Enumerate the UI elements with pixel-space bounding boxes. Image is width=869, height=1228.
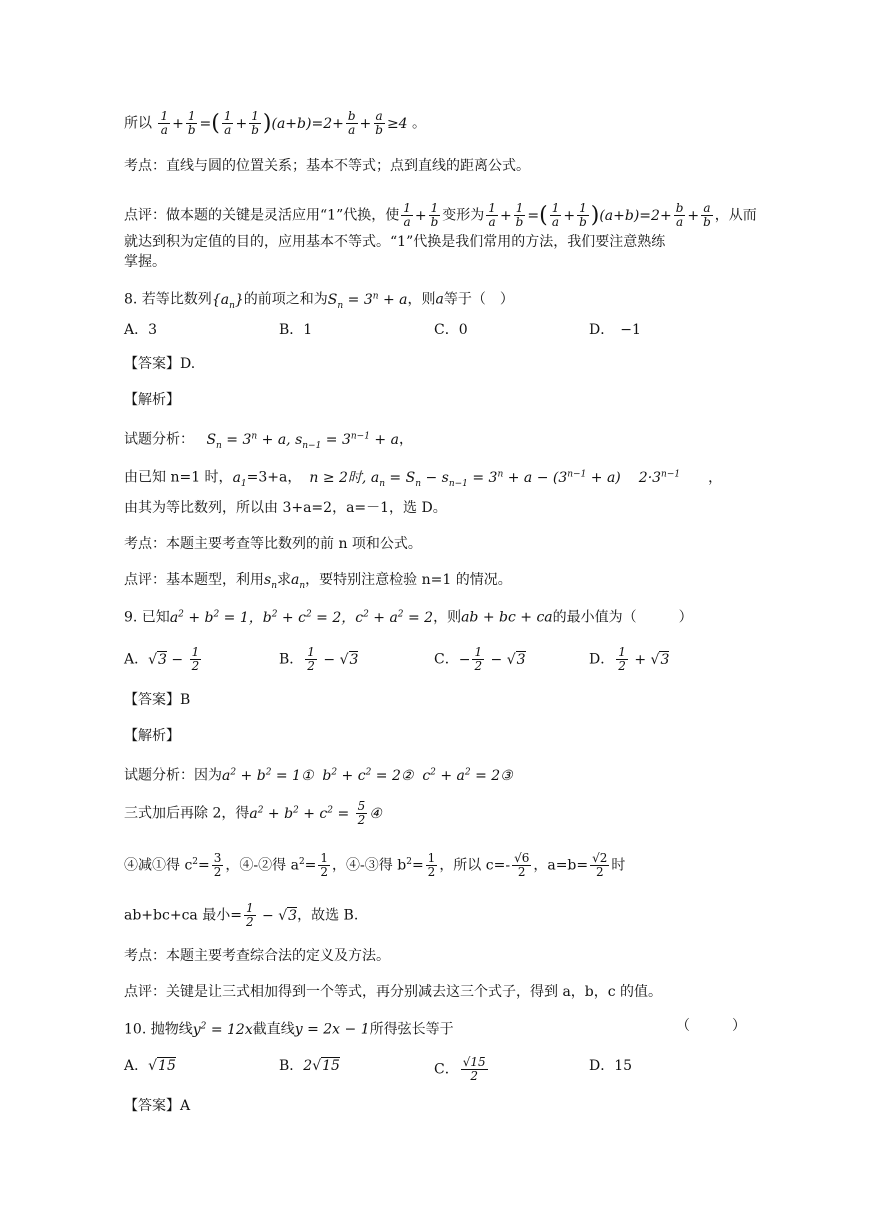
question-10 (124, 1016, 454, 1040)
dianping-line: 点评：关键是让三式相加得到一个等式，再分别减去这三个式子，得到 a，b，c 的值。 (124, 984, 663, 1000)
text: ，故选 B. (297, 907, 359, 924)
text: 由已知 n=1 时， (124, 469, 233, 486)
question-9 (124, 604, 693, 628)
text: −1 (620, 322, 641, 338)
text: D． (589, 651, 615, 668)
option-a (124, 1056, 176, 1076)
formula: $\frac{1}{2}$ − √3 (307, 645, 359, 673)
text: 。 (412, 115, 427, 132)
formula: $S_n = 3^n + a$ (327, 291, 408, 311)
text: ，要特别注意检验 n=1 的情况。 (305, 572, 512, 588)
formula: $\frac{1}{2}$ + √3 (618, 645, 670, 673)
analysis-label: 【解析】 (124, 392, 180, 408)
text: A． (124, 651, 149, 668)
option-a (124, 646, 203, 673)
formula: $y^2 = 12x$ (192, 1021, 253, 1038)
formula: √15 (148, 1058, 176, 1074)
formula: $a^2 + b^2 = 1$，$b^2 + c^2 = 2$，$c^2 + a^2 = 2$ (169, 609, 434, 626)
text: ，则 (433, 609, 462, 626)
text: ④减①得 c (124, 857, 193, 874)
text: ，④-③得 b (332, 857, 407, 874)
text: 点评：基本题型，利用 (124, 572, 264, 588)
analysis-line: ④减①得 $c^2=$ $\frac{3}{2}$ ，④-②得 $a^2=$ $\frac{1}{2}$ ，④-③得 $b^2=$ $\frac{1}{2}$ ，所以 c=- $\frac{√6}{2}$ ，a=b= $\frac{√2}{2}$ 时 (124, 851, 626, 880)
text: 10. 抛物线 (124, 1021, 193, 1038)
text: 9. 已知 (124, 609, 170, 626)
formula: $a^2 + b^2$ = 1① $b^2 + c^2$ = 2② $c^2 + a^2$ = 2③ (222, 767, 513, 784)
text: 所以 (124, 115, 152, 132)
analysis-line (124, 800, 382, 827)
proof-conclusion-line (124, 110, 426, 137)
text: 三式加后再除 2，得 (124, 805, 250, 822)
text: ，a=b= (533, 857, 589, 874)
text: 的最小值为（ ） (552, 609, 693, 626)
formula: a (435, 291, 444, 308)
kaodian-line: 考点：本题主要考查综合法的定义及方法。 (124, 948, 390, 964)
text: ，④-②得 a (225, 857, 299, 874)
formula: $\frac{1}{2}$ − √3 (245, 901, 298, 929)
option-b (279, 646, 358, 673)
option-b (279, 1056, 340, 1076)
formula: $\{a_n\}$ (211, 291, 244, 311)
text: C． (434, 1061, 459, 1078)
formula: $\frac{1}{a}$ + $\frac{1}{b}$ =( $\frac{1}{a}$ + $\frac{1}{b}$ )(a+b)=2+ $\frac{b}{a}$ + $\frac{a}{b}$ ≥4 (160, 109, 413, 137)
analysis-line: 由其为等比数列，所以由 3+a=2，a=－1，选 D。 (124, 500, 447, 516)
kaodian-line: 考点：直线与圆的位置关系；基本不等式；点到直线的距离公式。 (124, 158, 530, 174)
question-8 (124, 286, 514, 315)
text: 求 (276, 572, 291, 588)
option-c (434, 1056, 490, 1083)
text: 所得弦长等于 (369, 1021, 454, 1038)
text: ，从而 (714, 207, 757, 224)
text: 8. 若等比数列 (124, 291, 212, 308)
dianping-line (124, 202, 757, 229)
option-b: B．1 (279, 322, 313, 338)
answer: 【答案】B (124, 692, 191, 708)
formula: $\frac{1}{a}$ + $\frac{1}{b}$ (403, 201, 439, 229)
text: 的前项之和为 (243, 291, 328, 308)
text: ，则 (407, 291, 436, 308)
text: B． (279, 651, 304, 668)
text: A． (124, 1058, 149, 1074)
formula: 2√15 (303, 1058, 340, 1074)
text: 试题分析：因为 (124, 767, 222, 784)
option-c: C．0 (434, 322, 468, 338)
answer: 【答案】D. (124, 356, 196, 372)
text: 点评：做本题的关键是灵活应用“1”代换，使 (124, 207, 400, 224)
text: 试题分析： (124, 431, 194, 448)
option-c (434, 646, 526, 673)
formula: ab + bc + ca (461, 609, 553, 626)
option-d: D．15 (589, 1058, 633, 1074)
text: ，所以 c=- (439, 857, 511, 874)
answer: 【答案】A (124, 1098, 191, 1114)
formula: $2\cdot 3^{n-1}$ (638, 469, 681, 486)
analysis-line (124, 902, 358, 929)
formula: $a_1$ (232, 469, 247, 489)
dianping-line (124, 570, 512, 596)
dianping-line-2: 就达到积为定值的目的，应用基本不等式。“1”代换是我们常用的方法，我们要注意熟练 (124, 234, 666, 250)
option-d (589, 646, 669, 673)
dianping-line-3: 掌握。 (124, 254, 166, 270)
text: 等于（ ） (443, 291, 514, 308)
kaodian-line: 考点：本题主要考查等比数列的前 n 项和公式。 (124, 536, 422, 552)
text: ab+bc+ca 最小= (124, 907, 242, 924)
text: C． (434, 651, 459, 668)
formula: $a^2 + b^2 + c^2$ = $\frac{5}{2}$ ④ (249, 799, 382, 828)
answer-paren: （ ） (676, 1018, 746, 1034)
formula: √3 − $\frac{1}{2}$ (148, 645, 200, 673)
analysis-line: 由已知 n=1 时，$a_1=3+a$， n ≥ 2时, $a_n = S_n - s_{n-1} = 3^n + a - (3^{n-1} + a)$ $2\cdot 3^{n-1}$ ， (124, 469, 723, 489)
analysis-line (124, 762, 513, 786)
formula: − $\frac{1}{2}$ − √3 (458, 645, 526, 673)
formula: $S_n = 3^n + a$, $s_{n-1} = 3^{n-1} + a$ (206, 431, 399, 451)
formula: $a_n$ (290, 572, 306, 591)
formula: n ≥ 2时, $a_n = S_n - s_{n-1} = 3^n + a - (3^{n-1} + a)$ (309, 469, 621, 489)
formula: $\frac{1}{a}$ + $\frac{1}{b}$ =( $\frac{1}{a}$ + $\frac{1}{b}$ )(a+b)=2+ $\frac{b}{a}$ + $\frac{a}{b}$ (488, 201, 711, 229)
text: 时 (611, 857, 626, 874)
analysis-label: 【解析】 (124, 728, 180, 744)
text: 截直线 (252, 1021, 295, 1038)
formula: $s_n$ (264, 572, 277, 591)
text: D． (589, 322, 615, 338)
option-d (589, 320, 641, 340)
option-a: A．3 (124, 322, 158, 338)
text: B． (279, 1058, 304, 1074)
formula: y = 2x − 1 (294, 1021, 370, 1038)
formula: $\frac{√15}{2}$ (462, 1055, 486, 1083)
analysis-line: 试题分析： $S_n = 3^n + a$, $s_{n-1} = 3^{n-1} + a$， (124, 431, 413, 451)
text: 变形为 (442, 207, 485, 224)
